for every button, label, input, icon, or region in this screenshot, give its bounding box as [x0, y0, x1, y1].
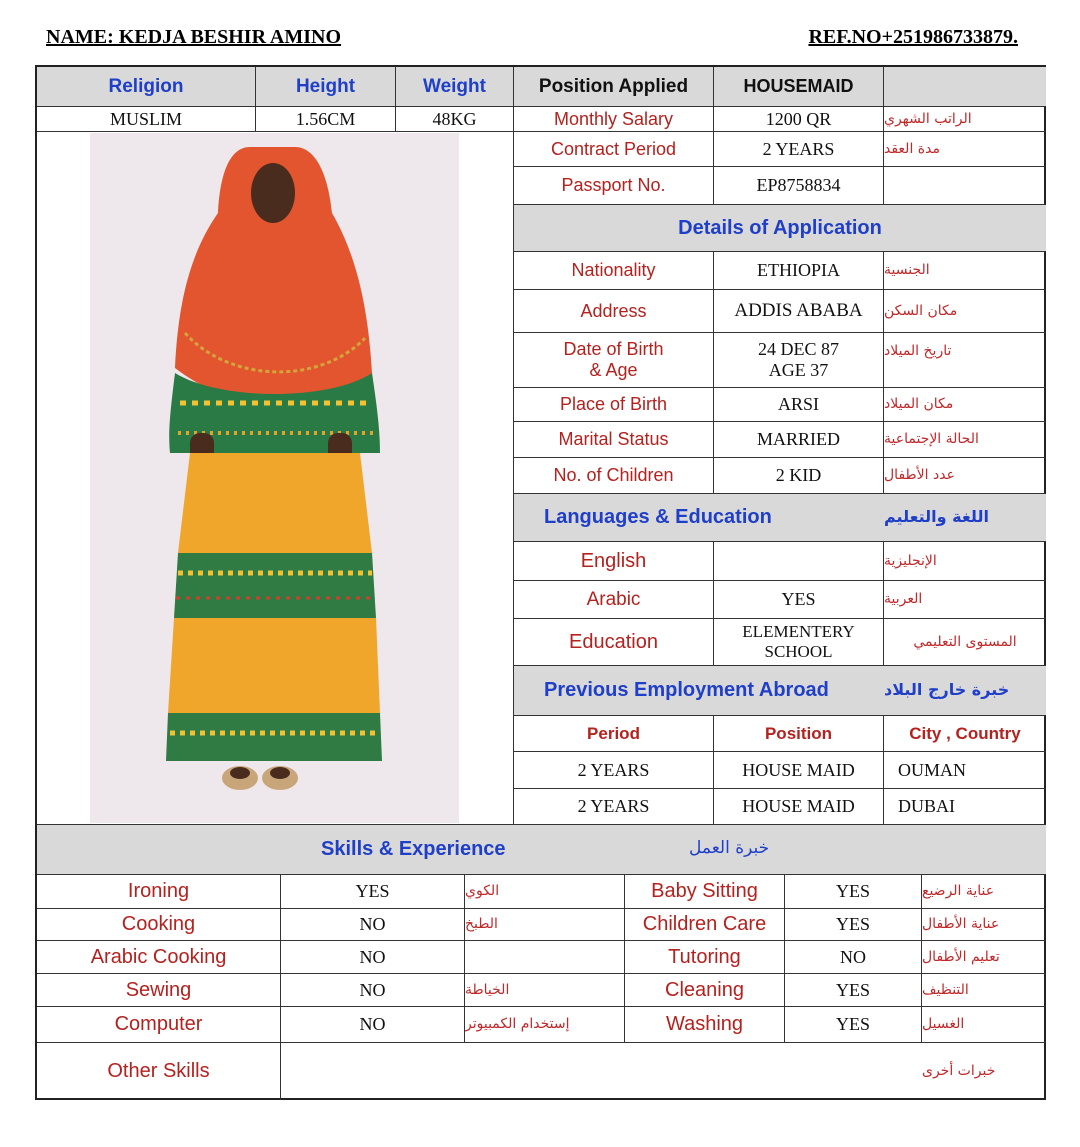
skill-arabic-cooking-ar	[465, 941, 625, 974]
salary-label: Monthly Salary	[514, 107, 714, 132]
languages-section-title: Languages & Education	[514, 494, 884, 542]
skill-tutoring-value: NO	[785, 941, 922, 974]
education-value-line1: ELEMENTERY	[742, 622, 855, 642]
skill-arabic-cooking-label: Arabic Cooking	[37, 941, 281, 974]
skills-section-header	[37, 825, 1046, 875]
skill-baby-sitting-value: YES	[785, 875, 922, 909]
employment-location-header: City , Country	[884, 716, 1046, 752]
skill-cooking-ar: الطبخ	[465, 909, 625, 941]
skill-tutoring-ar: تعليم الأطفال	[922, 941, 1046, 974]
place-of-birth-value: ARSI	[714, 388, 884, 422]
skills-section-title-ar: خبرة العمل	[689, 838, 770, 858]
skill-children-care-value: YES	[785, 909, 922, 941]
contract-ar: مدة العقد	[884, 132, 1046, 167]
employment-row-1-position: HOUSE MAID	[714, 752, 884, 789]
arabic-ar: العربية	[884, 581, 1046, 619]
application-form	[35, 65, 1046, 1100]
skill-children-care-label: Children Care	[625, 909, 785, 941]
employment-row-1-period: 2 YEARS	[514, 752, 714, 789]
education-label: Education	[514, 619, 714, 666]
skill-washing-value: YES	[785, 1007, 922, 1043]
skill-cleaning-value: YES	[785, 974, 922, 1007]
employment-section-title: Previous Employment Abroad	[514, 666, 884, 716]
candidate-name: NAME: KEDJA BESHIR AMINO	[46, 26, 342, 48]
dob-label	[514, 333, 714, 388]
position-applied-label: Position Applied	[514, 67, 714, 107]
skill-sewing-label: Sewing	[37, 974, 281, 1007]
children-label: No. of Children	[514, 458, 714, 494]
skill-cleaning-ar: التنظيف	[922, 974, 1046, 1007]
candidate-photo	[90, 133, 459, 823]
height-label: Height	[256, 67, 396, 107]
education-ar: المستوى التعليمي	[884, 619, 1046, 666]
dob-label-line1: Date of Birth	[563, 339, 664, 360]
children-value: 2 KID	[714, 458, 884, 494]
languages-section-title-ar: اللغة والتعليم	[884, 494, 1046, 542]
education-value	[714, 619, 884, 666]
employment-row-2-period: 2 YEARS	[514, 789, 714, 825]
place-of-birth-label: Place of Birth	[514, 388, 714, 422]
nationality-value: ETHIOPIA	[714, 252, 884, 290]
arabic-value: YES	[714, 581, 884, 619]
employment-position-header: Position	[714, 716, 884, 752]
contract-value: 2 YEARS	[714, 132, 884, 167]
salary-ar: الراتب الشهري	[884, 107, 1046, 132]
employment-row-2-position: HOUSE MAID	[714, 789, 884, 825]
employment-row-1-location: OUMAN	[884, 752, 1046, 789]
other-skills-ar: خبرات أخرى	[922, 1063, 996, 1080]
education-value-line2: SCHOOL	[764, 642, 833, 661]
employment-section-title-ar: خبرة خارج البلاد	[884, 666, 1046, 716]
passport-value: EP8758834	[714, 167, 884, 205]
contract-label: Contract Period	[514, 132, 714, 167]
other-skills-value	[281, 1043, 922, 1100]
employment-period-header: Period	[514, 716, 714, 752]
nationality-label: Nationality	[514, 252, 714, 290]
position-applied-value: HOUSEMAID	[714, 67, 884, 107]
marital-status-label: Marital Status	[514, 422, 714, 458]
height-value: 1.56CM	[256, 107, 396, 132]
details-section-title: Details of Application	[514, 205, 1046, 252]
skill-washing-label: Washing	[625, 1007, 785, 1043]
arabic-label: Arabic	[514, 581, 714, 619]
skill-sewing-value: NO	[281, 974, 465, 1007]
skill-ironing-ar: الكوي	[465, 875, 625, 909]
english-label: English	[514, 542, 714, 581]
weight-value: 48KG	[396, 107, 514, 132]
dob-label-line2: & Age	[589, 360, 638, 380]
skill-sewing-ar: الخياطة	[465, 974, 625, 1007]
weight-label: Weight	[396, 67, 514, 107]
reference-number: REF.NO+251986733879.	[808, 26, 1018, 48]
place-of-birth-ar: مكان الميلاد	[884, 388, 1046, 422]
dob-value	[714, 333, 884, 388]
dob-value-age: AGE 37	[768, 360, 829, 380]
skill-computer-label: Computer	[37, 1007, 281, 1043]
skill-arabic-cooking-value: NO	[281, 941, 465, 974]
skill-computer-ar: إستخدام الكمبيوتر	[465, 1007, 625, 1043]
english-ar: الإنجليزية	[884, 542, 1046, 581]
skill-cooking-label: Cooking	[37, 909, 281, 941]
skill-children-care-ar: عناية الأطفال	[922, 909, 1046, 941]
marital-status-ar: الحالة الإجتماعية	[884, 422, 1046, 458]
skill-cooking-value: NO	[281, 909, 465, 941]
skill-ironing-value: YES	[281, 875, 465, 909]
address-label: Address	[514, 290, 714, 333]
marital-status-value: MARRIED	[714, 422, 884, 458]
skill-tutoring-label: Tutoring	[625, 941, 785, 974]
skill-ironing-label: Ironing	[37, 875, 281, 909]
nationality-ar: الجنسية	[884, 252, 1046, 290]
skill-computer-value: NO	[281, 1007, 465, 1043]
skills-section-title: Skills & Experience	[321, 838, 506, 860]
address-value: ADDIS ABABA	[714, 290, 884, 333]
dob-ar: تاريخ الميلاد	[884, 333, 1046, 388]
skill-cleaning-label: Cleaning	[625, 974, 785, 1007]
children-ar: عدد الأطفال	[884, 458, 1046, 494]
skill-baby-sitting-ar: عناية الرضيع	[922, 875, 1046, 909]
dob-value-date: 24 DEC 87	[758, 339, 839, 360]
other-skills-label: Other Skills	[37, 1043, 281, 1100]
passport-ar-cell	[884, 167, 1046, 205]
english-value	[714, 542, 884, 581]
salary-value: 1200 QR	[714, 107, 884, 132]
skill-washing-ar: الغسيل	[922, 1007, 1046, 1043]
religion-label: Religion	[37, 67, 256, 107]
passport-label: Passport No.	[514, 167, 714, 205]
employment-row-2-location: DUBAI	[884, 789, 1046, 825]
position-ar-cell	[884, 67, 1046, 107]
skill-baby-sitting-label: Baby Sitting	[625, 875, 785, 909]
religion-value: MUSLIM	[37, 107, 256, 132]
address-ar: مكان السكن	[884, 290, 1046, 333]
